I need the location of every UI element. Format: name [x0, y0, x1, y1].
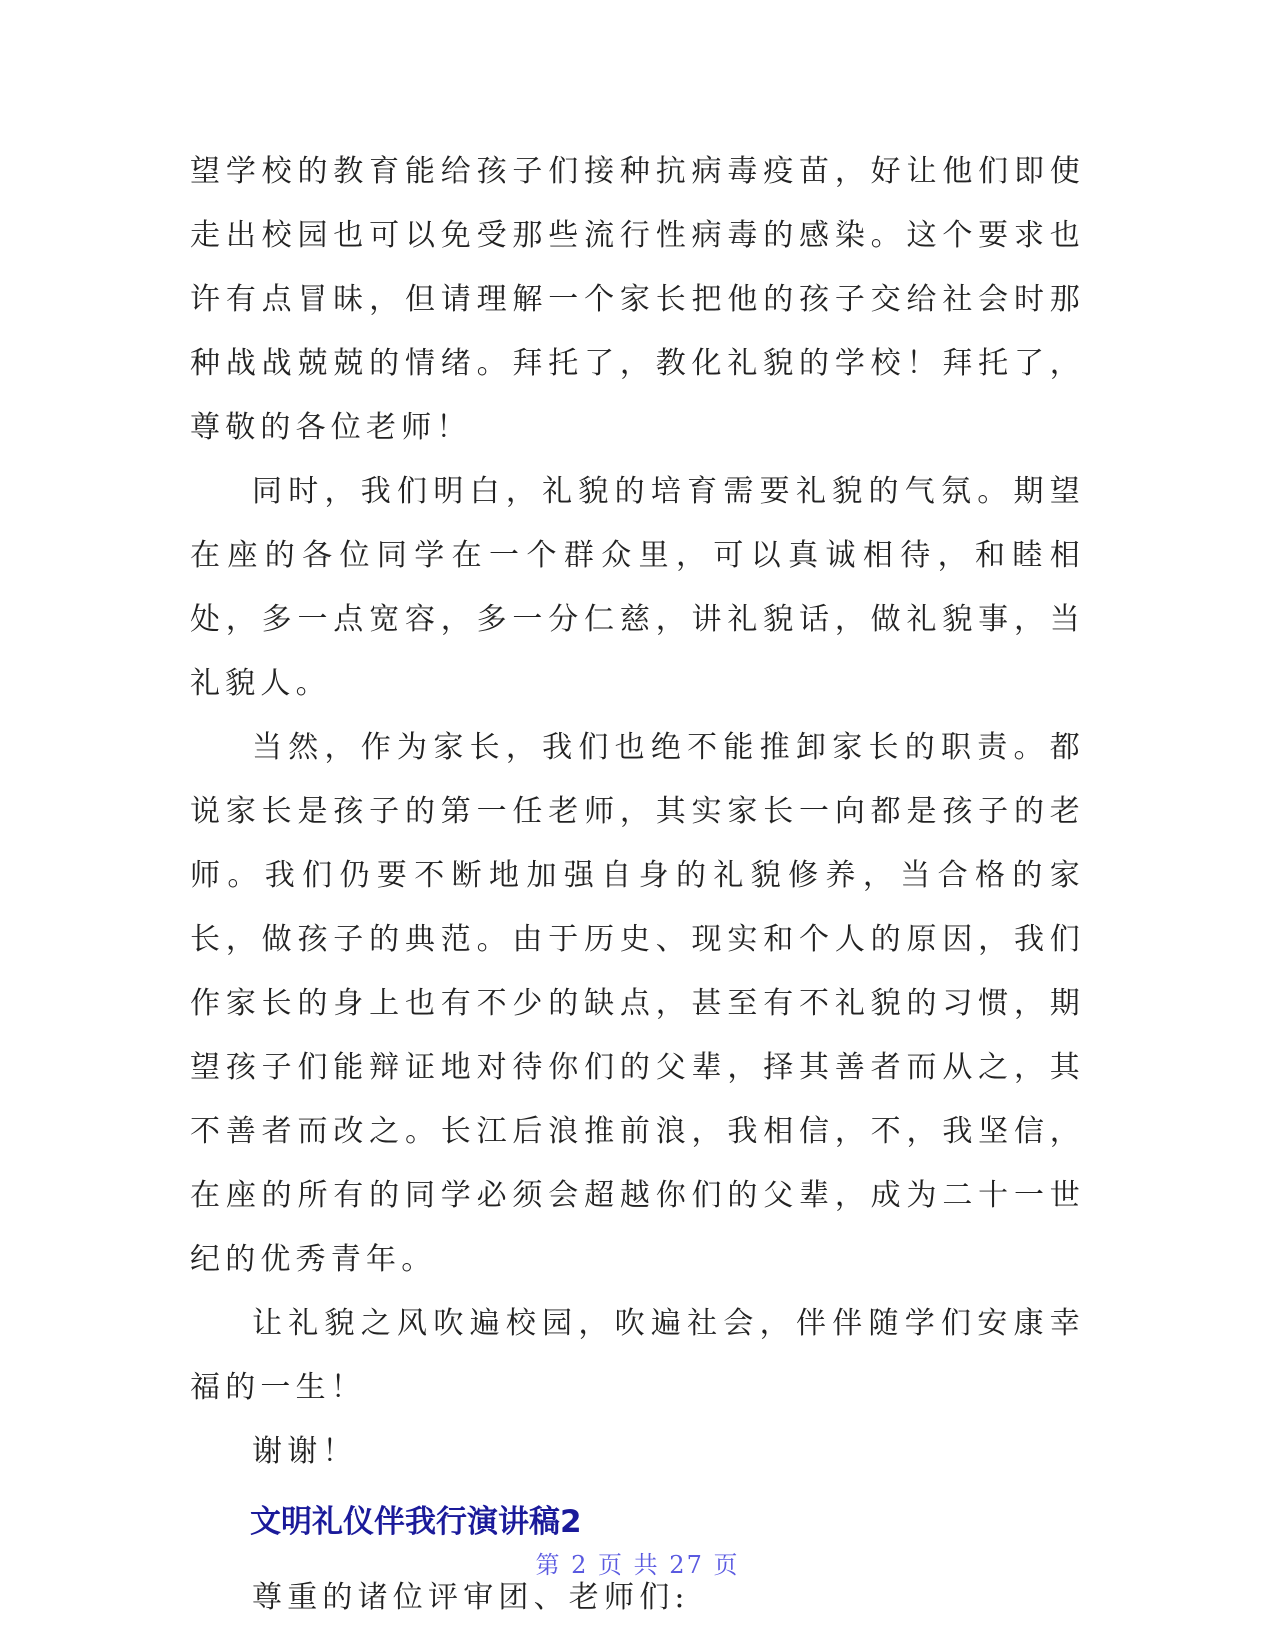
section-heading: 文明礼仪伴我行演讲稿2	[250, 1504, 582, 1540]
paragraph-5: 谢谢！	[252, 1434, 358, 1469]
paragraph-2: 同时，我们明白，礼貌的培育需要礼貌的气氛。期望在座的各位同学在一个群众里，可以真诚相待，和睦相处，多一点宽容，多一分仁慈，讲礼貌话，做礼貌事，当礼貌人。	[190, 474, 1085, 701]
salutation-paragraph: 尊重的诸位评审团、老师们:	[252, 1580, 690, 1615]
paragraph-4: 让礼貌之风吹遍校园，吹遍社会，伴伴随学们安康幸福的一生！	[190, 1306, 1085, 1405]
page-number-footer: 第 2 页 共 27 页	[535, 1551, 740, 1579]
document-body	[190, 140, 1085, 1630]
paragraph-1: 望学校的教育能给孩子们接种抗病毒疫苗，好让他们即使走出校园也可以免受那些流行性病毒的感染。这个要求也许有点冒昧，但请理解一个家长把他的孩子交给社会时那种战战兢兢的情绪。拜托了，教化礼貌的学校！拜托了，尊敬的各位老师！	[190, 154, 1085, 445]
paragraph-3: 当然，作为家长，我们也绝不能推卸家长的职责。都说家长是孩子的第一任老师，其实家长一向都是孩子的老师。我们仍要不断地加强自身的礼貌修养，当合格的家长，做孩子的典范。由于历史、现实和个人的原因，我们作家长的身上也有不少的缺点，甚至有不礼貌的习惯，期望孩子们能辩证地对待你们的父辈，择其善者而从之，其不善者而改之。长江后浪推前浪，我相信，不，我坚信，在座的所有的同学必须会超越你们的父辈，成为二十一世纪的优秀青年。	[190, 730, 1085, 1277]
